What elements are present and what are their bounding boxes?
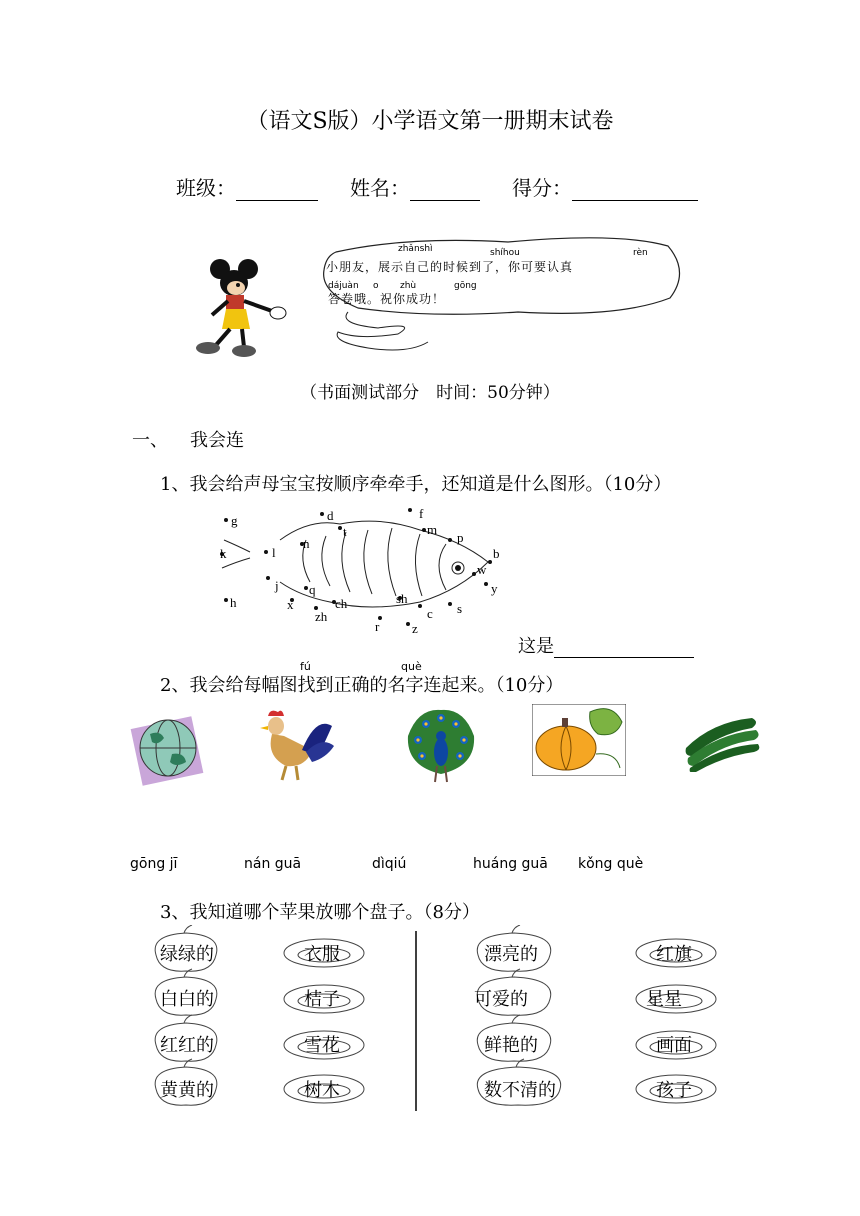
letter-h: h (230, 595, 237, 610)
letter-t: t (343, 524, 347, 539)
globe-icon (130, 712, 204, 786)
name-field (350, 172, 480, 201)
apple-label: 鲜艳的 (484, 1035, 538, 1056)
name-label: 姓名： (350, 176, 410, 200)
apple-label: 红红的 (160, 1035, 214, 1056)
class-field (176, 172, 318, 201)
peacock-icon (404, 706, 478, 784)
rooster-icon (256, 706, 336, 784)
letter-d: d (327, 508, 334, 523)
pinyin-fu: fú (300, 660, 311, 673)
answer-label: 这是 (518, 636, 554, 657)
score-blank[interactable] (572, 178, 698, 201)
name-blank[interactable] (410, 178, 480, 201)
question-2-text: 2、我会给每幅图找到正确的名字连起来。（10分） (160, 675, 564, 696)
letter-q: q (309, 582, 316, 597)
letter-w: w (477, 562, 487, 577)
section-number: 一、 (132, 430, 168, 451)
class-blank[interactable] (236, 178, 318, 201)
bubble-line-1: 小朋友，展示自己的时候到了，你可要认真 (326, 260, 574, 274)
plate-label: 树木 (304, 1080, 340, 1101)
apple-label: 白白的 (160, 989, 214, 1010)
name-diqiu: dìqiú (372, 856, 407, 872)
plate-label: 雪花 (304, 1035, 340, 1056)
score-field (512, 172, 698, 201)
letter-s: s (457, 601, 463, 616)
letter-z: z (412, 621, 418, 636)
letter-l: l (272, 545, 276, 560)
question-3-text: 3、我知道哪个苹果放哪个盘子。（8分） (160, 902, 480, 923)
letter-x: x (287, 597, 294, 612)
letter-c: c (427, 606, 433, 621)
cucumber-icon (682, 712, 762, 772)
pinyin-shihou: shíhou (490, 248, 520, 258)
pinyin-que: què (401, 660, 422, 673)
fish-dot-puzzle (210, 500, 510, 640)
letter-y: y (491, 581, 498, 596)
plate-label: 孩子 (656, 1080, 692, 1101)
apple-label: 数不清的 (484, 1080, 556, 1101)
apple-plate-drawing (0, 925, 860, 1115)
plate-label: 红旗 (656, 944, 692, 965)
page-title: （语文S版）小学语文第一册期末试卷 (246, 109, 614, 134)
letter-zh: zh (315, 609, 328, 624)
letter-f: f (419, 506, 424, 521)
letter-m: m (427, 522, 438, 537)
name-nangua: nán guā (244, 856, 302, 872)
pinyin-zhu: zhù (400, 281, 417, 291)
apple-label: 可爱的 (474, 989, 528, 1010)
pinyin-dajuan: dájuàn (328, 281, 359, 291)
letter-ch: ch (335, 596, 348, 611)
apple-label: 绿绿的 (160, 944, 214, 965)
plate-label: 衣服 (304, 944, 340, 965)
letter-b: b (493, 546, 500, 561)
plate-label: 画面 (656, 1035, 692, 1056)
pinyin-ren: rèn (633, 248, 648, 258)
name-huanggua: huáng guā (473, 856, 548, 872)
question-1-text: 1、我会给声母宝宝按顺序牵牵手，还知道是什么图形。（10分） (160, 474, 672, 495)
q1-answer (518, 632, 694, 658)
apple-label: 漂亮的 (484, 944, 538, 965)
letter-j: j (275, 578, 279, 593)
pinyin-gong: gōng (454, 281, 477, 291)
bubble-line-2: 答卷哦。祝你成功！ (328, 292, 446, 306)
letter-n: n (303, 536, 310, 551)
plate-label: 桔子 (304, 989, 340, 1010)
test-subtitle: （书面测试部分 时间：50分钟） (300, 383, 560, 403)
pinyin-o: o (373, 281, 379, 291)
answer-blank[interactable] (554, 637, 694, 658)
letter-r: r (375, 619, 380, 634)
letter-g: g (231, 513, 238, 528)
plate-label: 星星 (646, 989, 682, 1010)
pinyin-zhanshi: zhǎnshì (398, 244, 433, 254)
section-title: 我会连 (190, 430, 244, 451)
mickey-icon (192, 255, 292, 360)
name-gongji: gōng jī (130, 856, 178, 872)
pumpkin-icon (532, 704, 626, 776)
class-label: 班级： (176, 176, 236, 200)
letter-k: k (220, 546, 227, 561)
letter-p: p (457, 530, 464, 545)
letter-sh: sh (396, 591, 408, 606)
apple-label: 黄黄的 (160, 1080, 214, 1101)
score-label: 得分： (512, 176, 572, 200)
name-kongque: kǒng què (578, 856, 644, 872)
